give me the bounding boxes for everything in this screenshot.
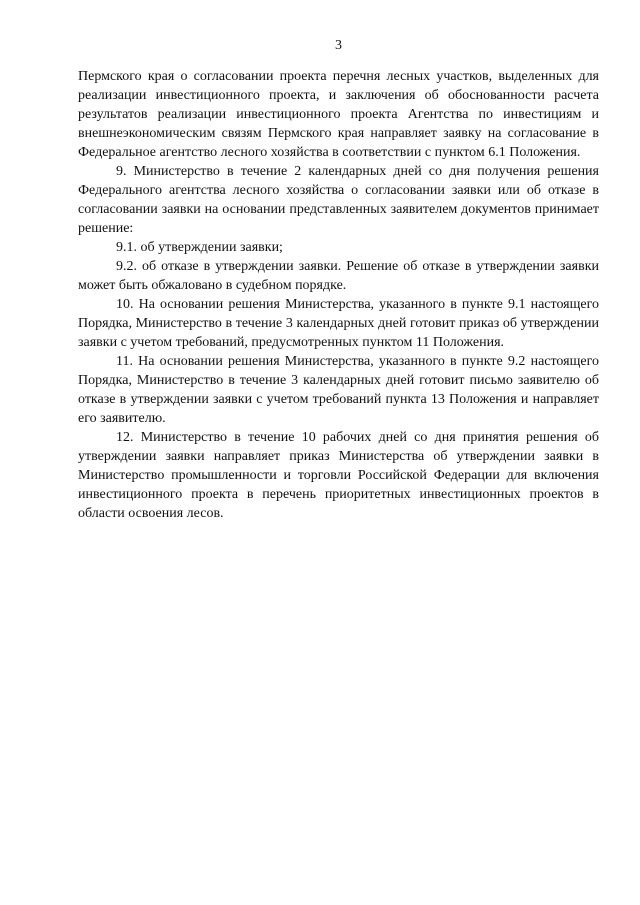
paragraph-item-9: 9. Министерство в течение 2 календарных дней со дня получения решения Федерального агентства лесного хозяйства о согласовании заявки или об отказе в согласовании заявки на основании представленных заявителем документов принимает решение: bbox=[78, 164, 599, 236]
paragraph-item-10: 10. На основании решения Министерства, указанного в пункте 9.1 настоящего Порядка, Министерство в течение 3 календарных дней готовит приказ об утверждении заявки с учетом требований, предусмотренных пунктом 11 Положения. bbox=[78, 297, 599, 350]
paragraph-item-12: 12. Министерство в течение 10 рабочих дней со дня принятия решения об утверждении заявки направляет приказ Министерства об утверждении заявки в Министерство промышленности и торговли Российской Федерации для включения инвестиционного проекта в перечень приоритетных инвестиционных проектов в области освоения лесов. bbox=[78, 430, 599, 521]
paragraph-item-9-1: 9.1. об утверждении заявки; bbox=[116, 240, 283, 255]
paragraph-item-11: 11. На основании решения Министерства, указанного в пункте 9.2 настоящего Порядка, Министерство в течение 3 календарных дней готовит письмо заявителю об отказе в утверждении заявки с учетом требований пункта 13 Положения и направляет его заявителю. bbox=[78, 354, 599, 426]
paragraph-item-9-2: 9.2. об отказе в утверждении заявки. Решение об отказе в утверждении заявки может быть обжаловано в судебном порядке. bbox=[78, 259, 599, 293]
page-number: 3 bbox=[335, 38, 342, 53]
document-page bbox=[78, 36, 599, 523]
paragraph-continuation: Пермского края о согласовании проекта перечня лесных участков, выделенных для реализации инвестиционного проекта, и заключения об обоснованности расчета результатов реализации инвестиционного проекта Агентства по инвестициям и внешнеэкономическим связям Пермского края направляет заявку на согласование в Федеральное агентство лесного хозяйства в соответствии с пунктом 6.1 Положения. bbox=[78, 69, 599, 160]
